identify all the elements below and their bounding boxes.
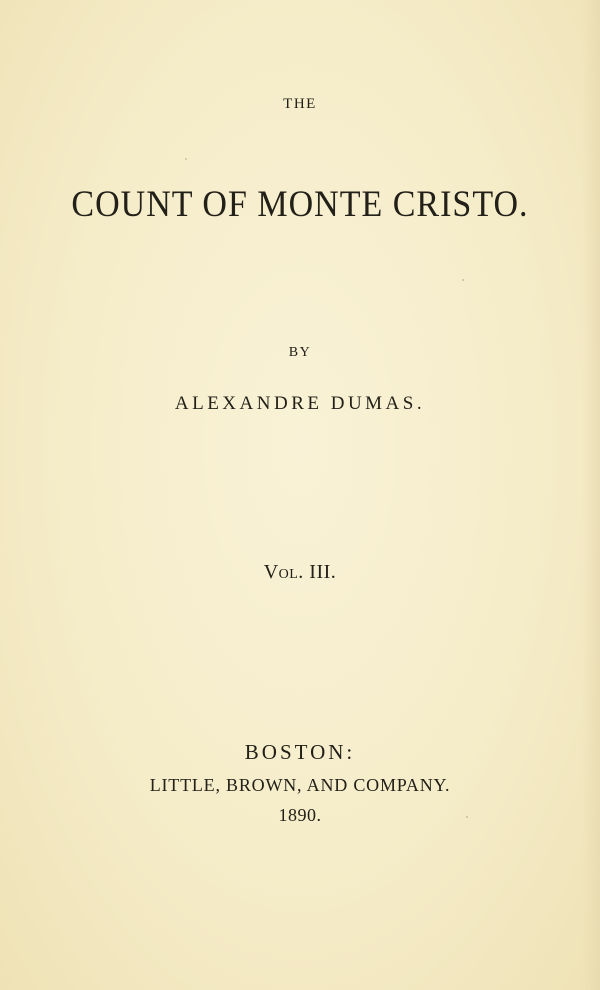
title-article: THE bbox=[283, 96, 317, 112]
byline-by: BY bbox=[288, 345, 312, 360]
publication-city: BOSTON: bbox=[244, 740, 356, 764]
paper-speck bbox=[462, 279, 464, 281]
author-name: ALEXANDRE DUMAS. bbox=[174, 393, 426, 414]
paper-speck bbox=[185, 158, 187, 160]
publisher-name: LITTLE, BROWN, AND COMPANY. bbox=[149, 775, 451, 795]
publication-year: 1890. bbox=[278, 805, 322, 825]
page-edge-shadow bbox=[582, 0, 600, 990]
volume-label: Vol. III. bbox=[263, 561, 337, 583]
book-title: COUNT OF MONTE CRISTO. bbox=[71, 184, 529, 225]
volume-number bbox=[0, 561, 600, 584]
